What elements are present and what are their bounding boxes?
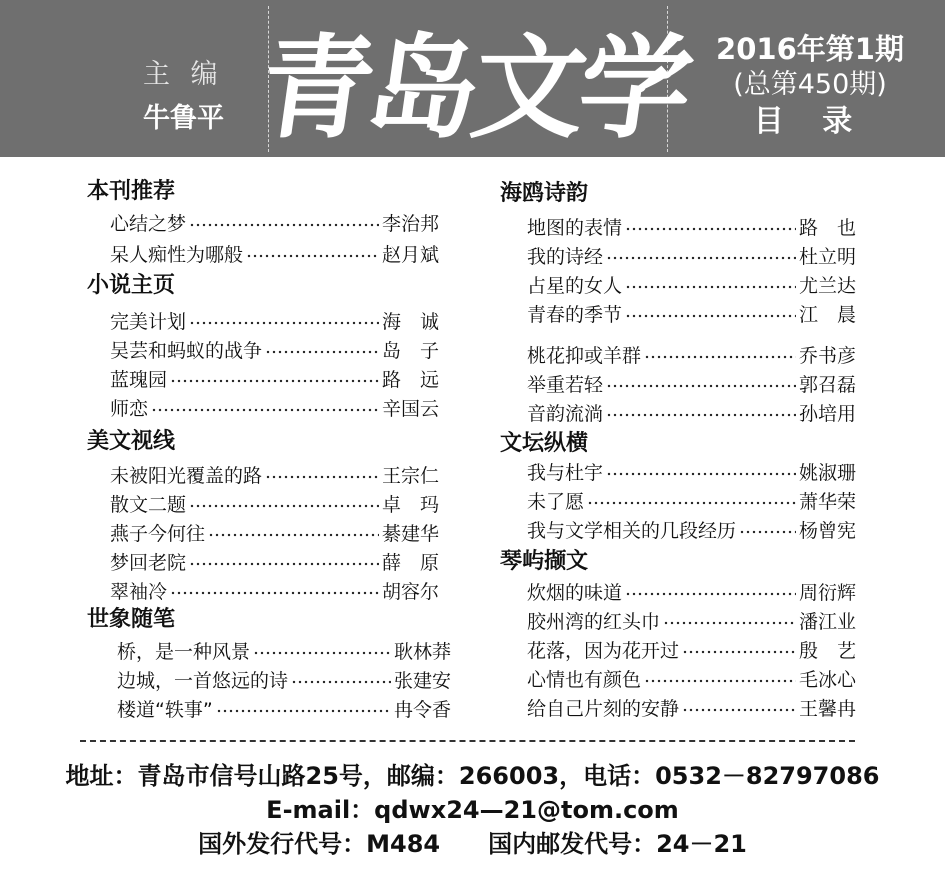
section-title: 世象随笔 bbox=[87, 607, 176, 632]
leader-dots bbox=[189, 321, 379, 325]
entry-author: 卓 玛 bbox=[382, 493, 440, 516]
toc-entry[interactable] bbox=[527, 340, 857, 368]
magazine-title: 青岛文学 bbox=[252, 22, 695, 154]
entry-title: 青春的季节 bbox=[527, 303, 623, 326]
entry-title: 师恋 bbox=[110, 397, 149, 420]
leader-dots bbox=[216, 709, 391, 713]
leader-dots bbox=[151, 408, 379, 412]
entry-author: 王宗仁 bbox=[382, 464, 440, 487]
entry-title: 我与文学相关的几段经历 bbox=[527, 519, 737, 542]
toc-entry[interactable] bbox=[110, 576, 440, 604]
leader-dots bbox=[606, 384, 796, 388]
total-issue-number: (总第450期) bbox=[733, 69, 887, 100]
toc-entry[interactable] bbox=[527, 664, 857, 692]
entry-author: 王馨冉 bbox=[799, 697, 857, 720]
issue-number: 2016年第1期 bbox=[716, 32, 904, 66]
toc-entry[interactable] bbox=[117, 665, 452, 693]
leader-dots bbox=[625, 592, 796, 596]
entry-author: 郭召磊 bbox=[799, 373, 857, 396]
toc-entry[interactable] bbox=[527, 241, 857, 269]
toc-entry[interactable] bbox=[110, 489, 440, 517]
entry-title: 边城，一首悠远的诗 bbox=[117, 669, 289, 692]
entry-title: 吴芸和蚂蚁的战争 bbox=[110, 339, 263, 362]
entry-title: 散文二题 bbox=[110, 493, 187, 516]
toc-entry[interactable] bbox=[527, 369, 857, 397]
entry-author: 毛冰心 bbox=[799, 668, 857, 691]
toc-entry[interactable] bbox=[527, 212, 857, 240]
toc-entry[interactable] bbox=[527, 635, 857, 663]
footer-distribution-codes: 国外发行代号：M484 国内邮发代号：24－21 bbox=[198, 830, 747, 858]
entry-title: 胶州湾的红头巾 bbox=[527, 610, 661, 633]
toc-label: 目 录 bbox=[753, 104, 867, 139]
leader-dots bbox=[246, 254, 379, 258]
section-title: 海鸥诗韵 bbox=[500, 181, 589, 206]
toc-entry[interactable] bbox=[117, 636, 452, 664]
leader-dots bbox=[587, 501, 796, 505]
toc-entry[interactable] bbox=[110, 547, 440, 575]
toc-entry[interactable] bbox=[110, 208, 440, 236]
entry-author: 薛 原 bbox=[382, 551, 440, 574]
leader-dots bbox=[625, 314, 796, 318]
entry-author: 孙培用 bbox=[799, 402, 857, 425]
toc-entry[interactable] bbox=[527, 515, 857, 543]
leader-dots bbox=[265, 475, 379, 479]
entry-title: 地图的表情 bbox=[527, 216, 623, 239]
entry-author: 路 也 bbox=[799, 216, 857, 239]
entry-author: 赵月斌 bbox=[382, 243, 440, 266]
toc-entry[interactable] bbox=[527, 606, 857, 634]
entry-title: 举重若轻 bbox=[527, 373, 604, 396]
entry-author: 辛国云 bbox=[382, 397, 440, 420]
leader-dots bbox=[739, 530, 796, 534]
toc-entry[interactable] bbox=[527, 299, 857, 327]
entry-author: 张建安 bbox=[394, 669, 452, 692]
entry-title: 完美计划 bbox=[110, 310, 187, 333]
toc-entry[interactable] bbox=[110, 239, 440, 267]
entry-author: 李治邦 bbox=[382, 212, 440, 235]
toc-entry[interactable] bbox=[110, 460, 440, 488]
entry-author: 岛 子 bbox=[382, 339, 440, 362]
entry-author: 殷 艺 bbox=[799, 639, 857, 662]
toc-entry[interactable] bbox=[527, 577, 857, 605]
entry-author: 尤兰达 bbox=[799, 274, 857, 297]
editor-name: 牛鲁平 bbox=[143, 103, 224, 134]
entry-title: 桥，是一种风景 bbox=[117, 640, 251, 663]
entry-title: 我与杜宇 bbox=[527, 461, 604, 484]
entry-title: 占星的女人 bbox=[527, 274, 623, 297]
toc-entry[interactable] bbox=[110, 393, 440, 421]
entry-author: 萧华荣 bbox=[799, 490, 857, 513]
entry-title: 楼道“轶事” bbox=[117, 698, 213, 721]
entry-author: 潘江业 bbox=[799, 610, 857, 633]
section-title: 小说主页 bbox=[87, 273, 176, 298]
entry-author: 綦建华 bbox=[382, 522, 440, 545]
leader-dots bbox=[291, 680, 391, 684]
entry-title: 桃花抑或羊群 bbox=[527, 344, 642, 367]
footer-divider bbox=[80, 740, 855, 742]
entry-title: 呆人痴性为哪般 bbox=[110, 243, 244, 266]
entry-author: 乔书彦 bbox=[799, 344, 857, 367]
entry-title: 我的诗经 bbox=[527, 245, 604, 268]
leader-dots bbox=[682, 708, 796, 712]
entry-author: 姚淑珊 bbox=[799, 461, 857, 484]
entry-title: 炊烟的味道 bbox=[527, 581, 623, 604]
entry-title: 花落，因为花开过 bbox=[527, 639, 680, 662]
toc-entry[interactable] bbox=[117, 694, 452, 722]
leader-dots bbox=[644, 355, 796, 359]
section-title: 文坛纵横 bbox=[500, 431, 589, 456]
editor-role-label: 主 编 bbox=[143, 59, 224, 90]
leader-dots bbox=[663, 621, 796, 625]
leader-dots bbox=[606, 256, 796, 260]
entry-author: 路 远 bbox=[382, 368, 440, 391]
entry-title: 蓝瑰园 bbox=[110, 368, 168, 391]
footer-address: 地址：青岛市信号山路25号，邮编：266003，电话：0532－82797086 bbox=[65, 762, 880, 790]
leader-dots bbox=[682, 650, 796, 654]
entry-author: 杨曾宪 bbox=[799, 519, 857, 542]
entry-title: 未被阳光覆盖的路 bbox=[110, 464, 263, 487]
entry-author: 江 晨 bbox=[799, 303, 857, 326]
entry-title: 音韵流淌 bbox=[527, 402, 604, 425]
entry-title: 未了愿 bbox=[527, 490, 585, 513]
leader-dots bbox=[170, 379, 379, 383]
entry-title: 翠袖冷 bbox=[110, 580, 168, 603]
leader-dots bbox=[265, 350, 379, 354]
leader-dots bbox=[606, 472, 796, 476]
toc-entry[interactable] bbox=[527, 270, 857, 298]
entry-title: 给自己片刻的安静 bbox=[527, 697, 680, 720]
entry-title: 心情也有颜色 bbox=[527, 668, 642, 691]
toc-entry[interactable] bbox=[527, 486, 857, 514]
toc-entry[interactable] bbox=[110, 306, 440, 334]
toc-entry[interactable] bbox=[110, 335, 440, 363]
leader-dots bbox=[644, 679, 796, 683]
entry-author: 耿林莽 bbox=[394, 640, 452, 663]
section-title: 本刊推荐 bbox=[87, 179, 176, 204]
issue-info bbox=[680, 30, 940, 142]
leader-dots bbox=[625, 285, 796, 289]
leader-dots bbox=[606, 413, 796, 417]
leader-dots bbox=[208, 533, 379, 537]
leader-dots bbox=[189, 223, 379, 227]
entry-title: 心结之梦 bbox=[110, 212, 187, 235]
entry-author: 海 诚 bbox=[382, 310, 440, 333]
entry-author: 杜立明 bbox=[799, 245, 857, 268]
entry-author: 胡容尔 bbox=[382, 580, 440, 603]
masthead bbox=[0, 0, 945, 157]
entry-title: 燕子今何往 bbox=[110, 522, 206, 545]
toc-entry[interactable] bbox=[527, 457, 857, 485]
section-title: 琴屿撷文 bbox=[500, 549, 589, 574]
leader-dots bbox=[253, 651, 391, 655]
toc-entry[interactable] bbox=[527, 398, 857, 426]
toc-entry[interactable] bbox=[110, 364, 440, 392]
entry-author: 周衍辉 bbox=[799, 581, 857, 604]
toc-entry[interactable] bbox=[110, 518, 440, 546]
leader-dots bbox=[189, 562, 379, 566]
entry-title: 梦回老院 bbox=[110, 551, 187, 574]
section-title: 美文视线 bbox=[87, 429, 176, 454]
leader-dots bbox=[189, 504, 379, 508]
leader-dots bbox=[625, 227, 796, 231]
leader-dots bbox=[170, 591, 379, 595]
entry-author: 冉令香 bbox=[394, 698, 452, 721]
footer-email: E-mail：qdwx24—21@tom.com bbox=[266, 796, 679, 824]
toc-entry[interactable] bbox=[527, 693, 857, 721]
